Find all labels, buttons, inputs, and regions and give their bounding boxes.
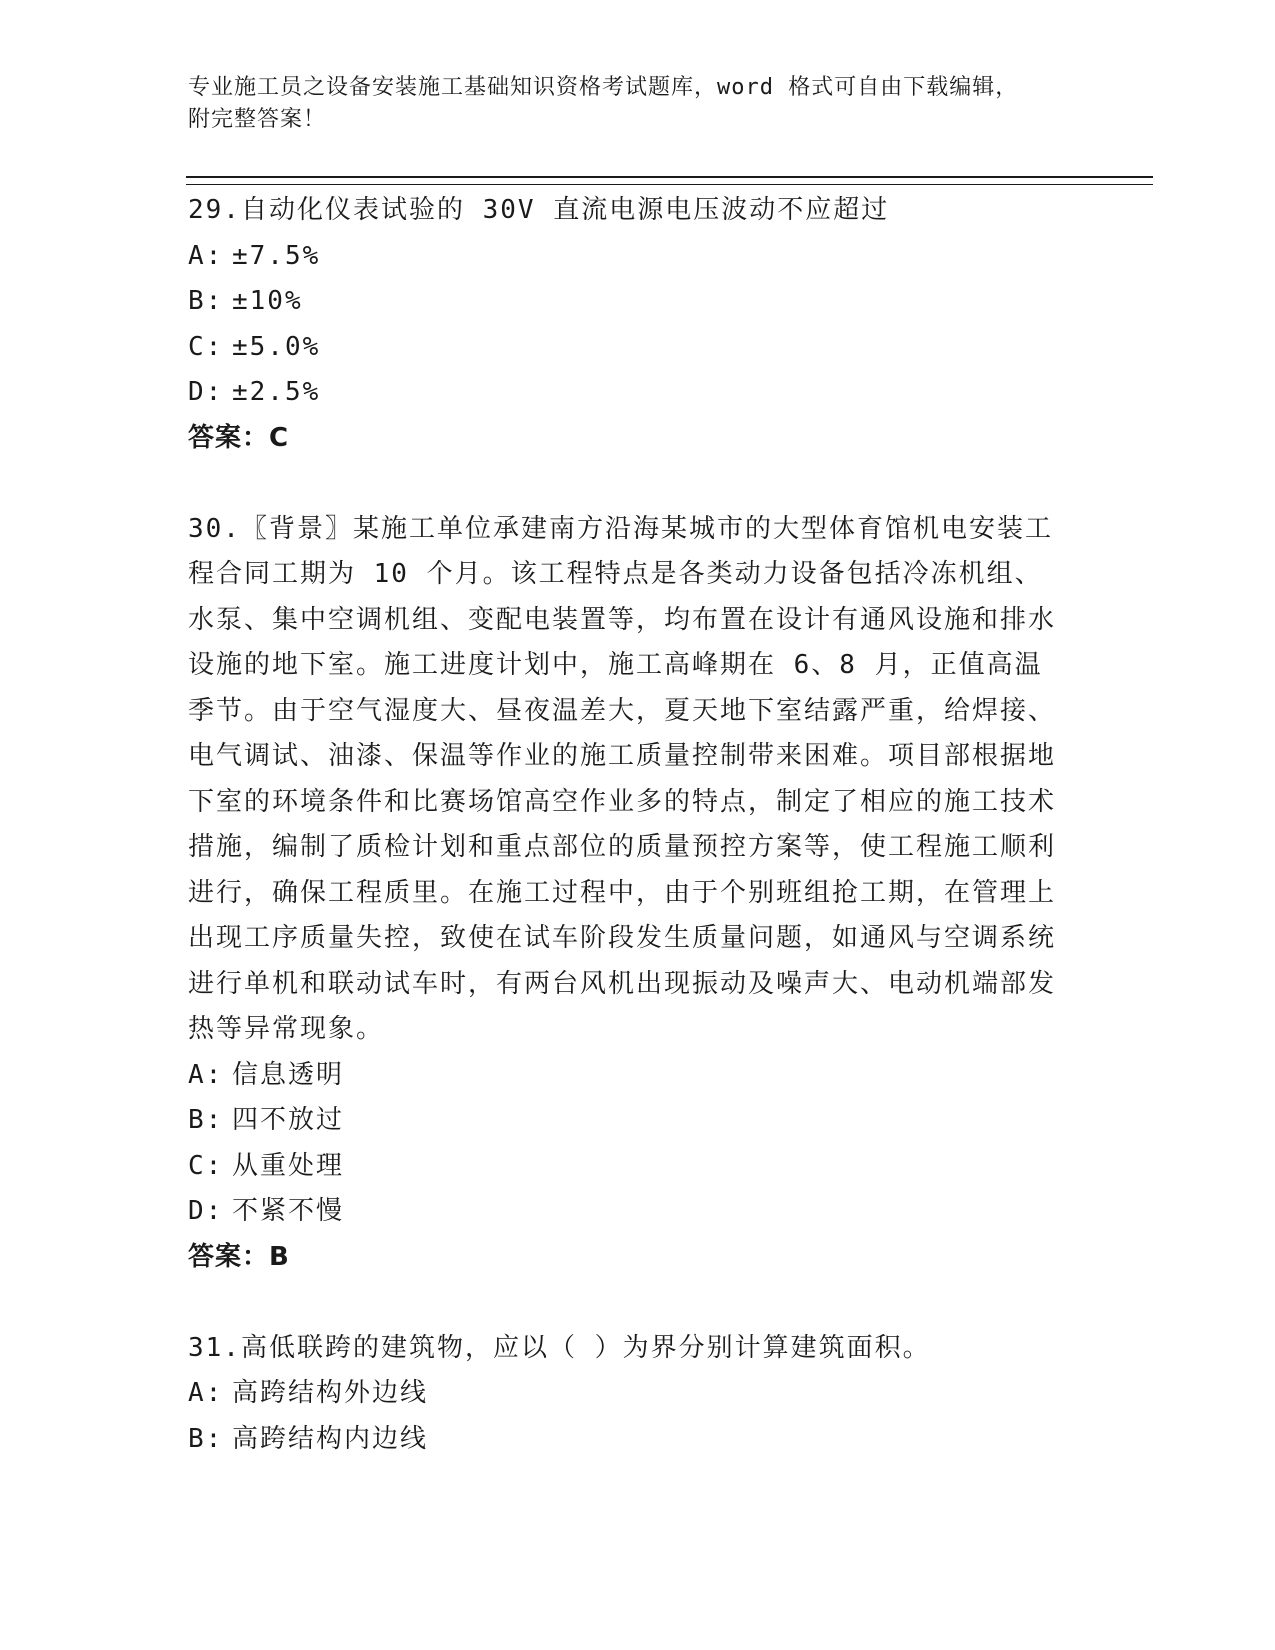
- option-letter: A:: [188, 1378, 224, 1408]
- option-b: [188, 1098, 1088, 1144]
- option-text: 高跨结构内边线: [232, 1423, 429, 1454]
- option-text: 从重处理: [232, 1150, 345, 1181]
- option-text: ±10%: [232, 286, 303, 316]
- option-letter: C:: [188, 1150, 224, 1181]
- answer-label: 答案：B: [188, 1241, 290, 1272]
- option-text: 高跨结构外边线: [232, 1378, 429, 1408]
- question-31: [188, 1326, 1088, 1463]
- option-text: ±2.5%: [232, 377, 321, 407]
- option-a: [188, 234, 1088, 280]
- question-text: 30.〖背景〗某施工单位承建南方沿海某城市的大型体育馆机电安装工程合同工期为 10 个月。该工程特点是各类动力设备包括冷冻机组、水泵、集中空调机组、变配电装置等，均布置在设计有通风设施和排水设施的地下室。施工进度计划中，施工高峰期在 6、8 月，正值高温季节。由于空气湿度大、昼夜温差大，夏天地下室结露严重，给焊接、电气调试、油漆、保温等作业的施工质量控制带来困难。项目部根据地下室的环境条件和比赛场馆高空作业多的特点，制定了相应的施工技术措施，编制了质检计划和重点部位的质量预控方案等，使工程施工顺利进行，确保工程质里。在施工过程中，由于个别班组抢工期，在管理上出现工序质量失控，致使在试车阶段发生质量问题，如通风与空调系统进行单机和联动试车时，有两台风机出现振动及噪声大、电动机端部发热等异常现象。: [188, 513, 1057, 1044]
- option-b: [188, 1417, 1088, 1463]
- option-b: [188, 279, 1088, 325]
- option-text: 信息透明: [232, 1059, 345, 1090]
- option-a: [188, 1371, 1088, 1417]
- option-c: [188, 325, 1088, 371]
- option-c: [188, 1144, 1088, 1190]
- option-d: [188, 1189, 1088, 1235]
- option-text: ±5.0%: [232, 331, 321, 362]
- option-letter: D:: [188, 1196, 224, 1226]
- option-letter: C:: [188, 331, 224, 362]
- option-letter: B:: [188, 286, 224, 316]
- question-text: 31.高低联跨的建筑物，应以（ ）为界分别计算建筑面积。: [188, 1332, 931, 1363]
- document-header: [188, 72, 1068, 136]
- option-a: [188, 1053, 1088, 1099]
- header-line-1: 专业施工员之设备安装施工基础知识资格考试题库，word 格式可自由下载编辑，: [188, 75, 1019, 100]
- option-letter: B:: [188, 1423, 224, 1454]
- option-d: [188, 370, 1088, 416]
- question-text: 29.自动化仪表试验的 30V 直流电源电压波动不应超过: [188, 195, 890, 225]
- option-text: 四不放过: [232, 1105, 345, 1135]
- question-29: [188, 188, 1088, 461]
- option-letter: D:: [188, 377, 224, 407]
- header-line-2: 附完整答案！: [188, 107, 327, 132]
- option-text: 不紧不慢: [232, 1196, 345, 1226]
- header-divider: [186, 176, 1153, 185]
- option-text: ±7.5%: [232, 240, 321, 271]
- question-30: [188, 507, 1088, 1281]
- answer-label: 答案：C: [188, 422, 290, 453]
- option-letter: A:: [188, 240, 224, 271]
- option-letter: A:: [188, 1059, 224, 1090]
- question-list: [188, 188, 1088, 1462]
- option-letter: B:: [188, 1105, 224, 1135]
